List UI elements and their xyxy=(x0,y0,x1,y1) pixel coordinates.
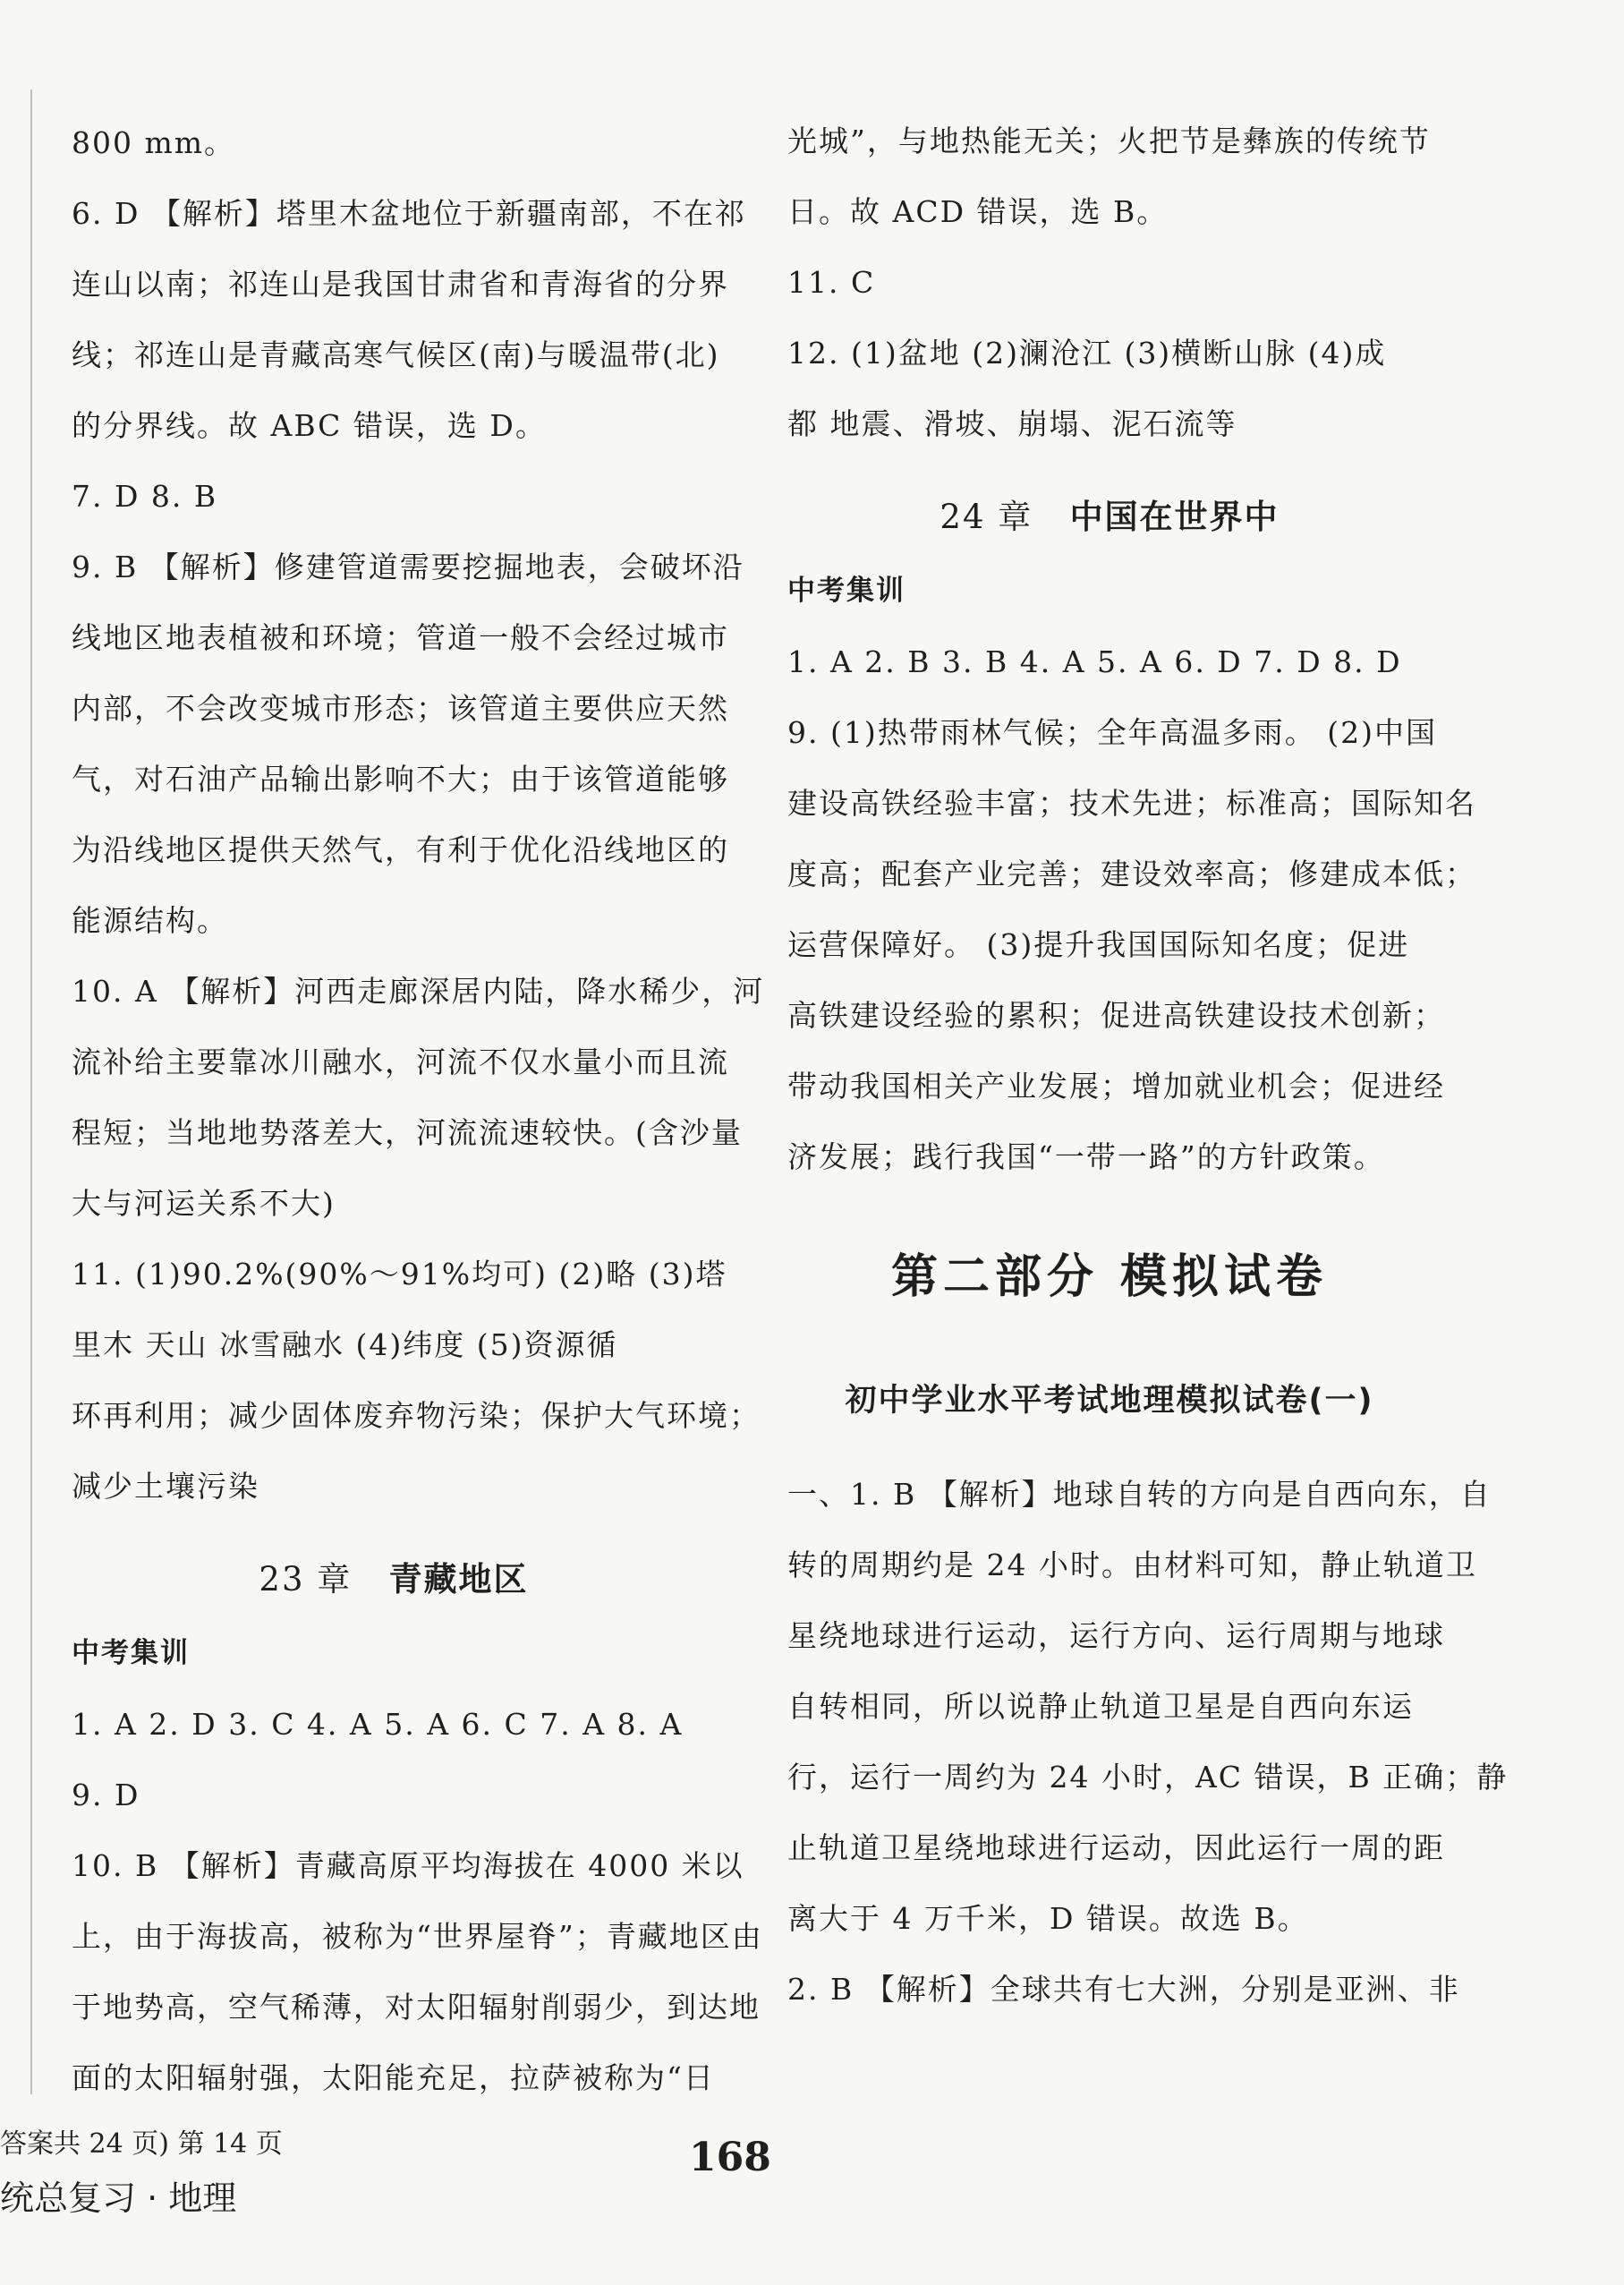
text-line: 1. A 2. B 3. B 4. A 5. A 6. D 7. D 8. D xyxy=(787,644,1402,679)
text-line: 于地势高，空气稀薄，对太阳辐射削弱少，到达地 xyxy=(72,1990,761,2025)
text-line: 线；祁连山是青藏高寒气候区(南)与暖温带(北) xyxy=(72,337,720,372)
text-line: 离大于 4 万千米，D 错误。故选 B。 xyxy=(787,1901,1309,1936)
text-line: 度高；配套产业完善；建设效率高；修建成本低； xyxy=(787,857,1476,891)
text-line: 带动我国相关产业发展；增加就业机会；促进经 xyxy=(787,1069,1445,1104)
chapter-heading xyxy=(72,1541,716,1618)
text-line: 里木 天山 冰雪融水 (4)纬度 (5)资源循 xyxy=(72,1327,618,1362)
text-line: 日。故 ACD 错误，选 B。 xyxy=(787,194,1169,229)
text-line: 6. D 【解析】塔里木盆地位于新疆南部，不在祁 xyxy=(72,196,746,231)
text-line: 内部，不会改变城市形态；该管道主要供应天然 xyxy=(72,691,729,726)
text-line: 高铁建设经验的累积；促进高铁建设技术创新； xyxy=(787,998,1445,1033)
text-line: 程短；当地地势落差大，河流流速较快。(含沙量 xyxy=(72,1115,743,1150)
text-line: 一、1. B 【解析】地球自转的方向是自西向东，自 xyxy=(787,1477,1492,1512)
text-line: 上，由于海拔高，被称为“世界屋脊”；青藏地区由 xyxy=(72,1919,763,1954)
text-line: 为沿线地区提供天然气，有利于优化沿线地区的 xyxy=(72,832,729,867)
text-line: 1. A 2. D 3. C 4. A 5. A 6. C 7. A 8. A xyxy=(72,1707,684,1742)
left-column xyxy=(72,107,765,2113)
chapter-name: 青藏地区 xyxy=(388,1560,529,1599)
right-column xyxy=(787,106,1509,2025)
text-line: 济发展；践行我国“一带一路”的方针政策。 xyxy=(787,1139,1385,1174)
text-line: 12. (1)盆地 (2)澜沧江 (3)横断山脉 (4)成 xyxy=(787,336,1387,371)
text-line: 运营保障好。 (3)提升我国国际知名度；促进 xyxy=(787,927,1410,962)
text-line: 线地区地表植被和环境；管道一般不会经过城市 xyxy=(72,620,729,655)
chapter-number: 23 章 xyxy=(259,1560,353,1599)
footer-book-title: 统总复习 · 地理 xyxy=(0,2178,237,2218)
text-line: 环再利用；减少固体废弃物污染；保护大气环境； xyxy=(72,1398,761,1433)
text-line: 10. A 【解析】河西走廊深居内陆，降水稀少，河 xyxy=(72,974,765,1009)
text-line: 减少土壤污染 xyxy=(72,1469,259,1504)
text-line: 2. B 【解析】全球共有七大洲，分别是亚洲、非 xyxy=(787,1972,1460,2007)
text-line: 行，运行一周约为 24 小时，AC 错误，B 正确；静 xyxy=(787,1760,1509,1795)
text-line: 大与河运关系不大) xyxy=(72,1186,336,1221)
text-line: 止轨道卫星绕地球进行运动，因此运行一周的距 xyxy=(787,1830,1445,1865)
text-line: 转的周期约是 24 小时。由材料可知，静止轨道卫 xyxy=(787,1547,1477,1582)
text-line: 光城”，与地热能无关；火把节是彝族的传统节 xyxy=(787,124,1431,158)
chapter-number: 24 章 xyxy=(940,498,1033,536)
text-line: 7. D 8. B xyxy=(72,479,218,514)
text-line: 800 mm。 xyxy=(72,125,236,160)
exam-title: 初中学业水平考试地理模拟试卷(一) xyxy=(845,1383,1374,1419)
text-line: 都 地震、滑坡、崩塌、泥石流等 xyxy=(787,406,1237,441)
text-line: 9. (1)热带雨林气候；全年高温多雨。 (2)中国 xyxy=(787,715,1437,750)
text-line: 的分界线。故 ABC 错误，选 D。 xyxy=(72,408,547,443)
text-line: 气，对石油产品输出影响不大；由于该管道能够 xyxy=(72,762,729,797)
section-subhead: 中考集训 xyxy=(787,575,906,607)
text-line: 11. (1)90.2%(90%～91%均可) (2)略 (3)塔 xyxy=(72,1257,727,1292)
text-line: 流补给主要靠冰川融水，河流不仅水量小而且流 xyxy=(72,1044,729,1079)
chapter-name: 中国在世界中 xyxy=(1069,498,1280,536)
text-line: 连山以南；祁连山是我国甘肃省和青海省的分界 xyxy=(72,267,729,302)
text-line: 面的太阳辐射强，太阳能充足，拉萨被称为“日 xyxy=(72,2060,715,2095)
text-line: 9. D xyxy=(72,1778,140,1812)
chapter-heading xyxy=(787,479,1432,556)
text-line: 星绕地球进行运动，运行方向、运行周期与地球 xyxy=(787,1618,1445,1653)
binding-margin-line xyxy=(30,90,32,2094)
text-line: 10. B 【解析】青藏高原平均海拔在 4000 米以 xyxy=(72,1848,744,1883)
section-subhead: 中考集训 xyxy=(72,1637,190,1669)
part-title: 第二部分 模拟试卷 xyxy=(890,1250,1329,1304)
page-number: 168 xyxy=(689,2135,771,2180)
text-line: 9. B 【解析】修建管道需要挖掘地表，会破坏沿 xyxy=(72,550,744,584)
footer-answer-pages: 答案共 24 页) 第 14 页 xyxy=(0,2128,283,2160)
text-line: 建设高铁经验丰富；技术先进；标准高；国际知名 xyxy=(787,786,1476,821)
text-line: 11. C xyxy=(787,265,876,300)
text-line: 能源结构。 xyxy=(72,903,228,938)
text-line: 自转相同，所以说静止轨道卫星是自西向东运 xyxy=(787,1689,1414,1724)
